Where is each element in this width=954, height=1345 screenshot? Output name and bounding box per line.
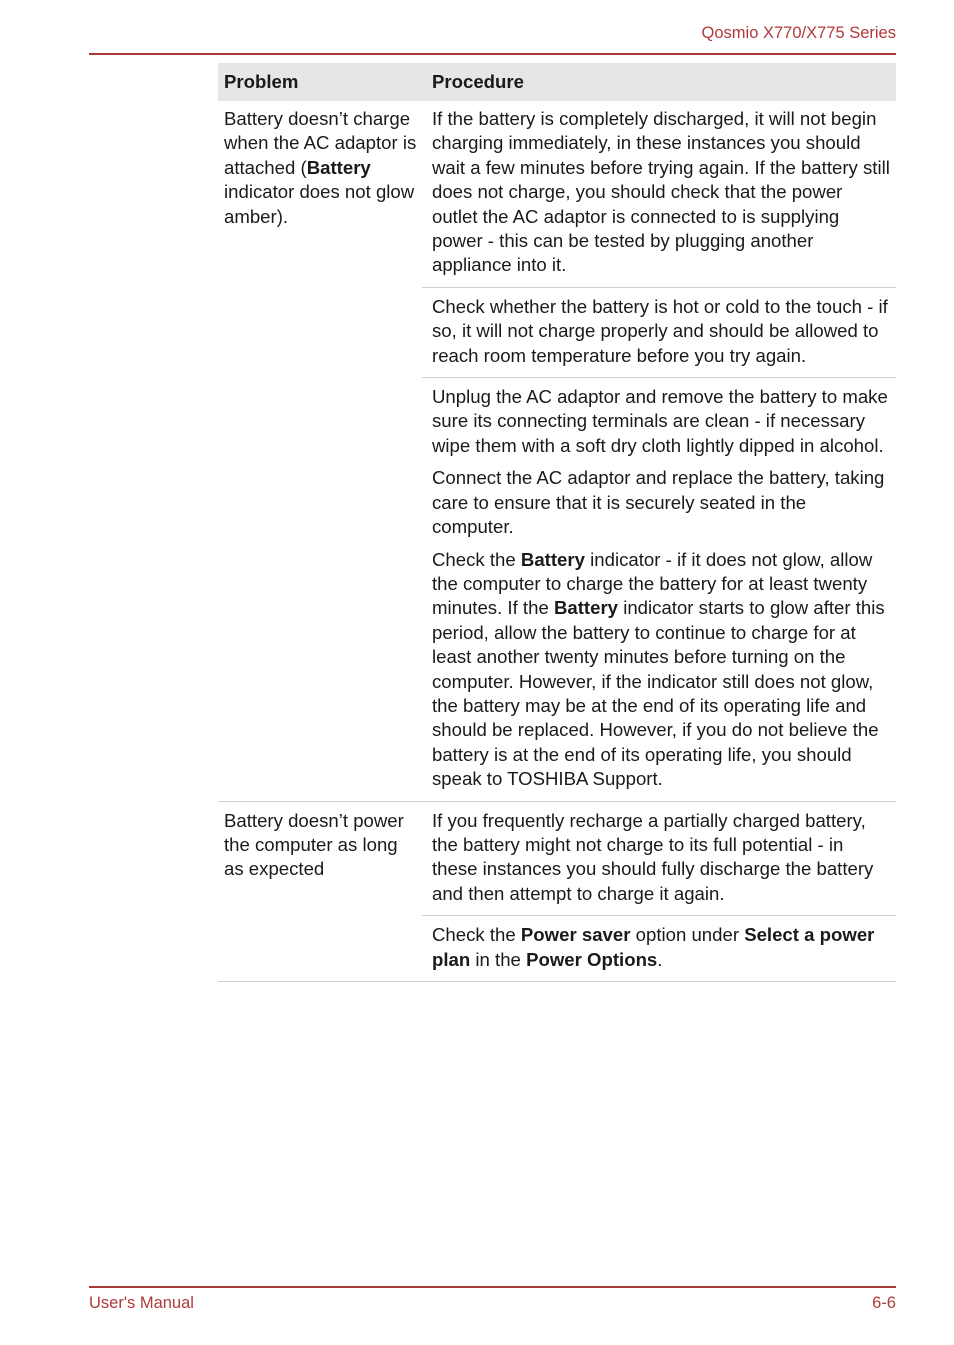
page-header-title: Qosmio X770/X775 Series: [701, 24, 896, 42]
footer-divider: [89, 1286, 896, 1288]
procedure-cell: [422, 101, 896, 801]
table-row: [218, 101, 896, 802]
procedure-item: If the battery is completely discharged, it will not begin charging immediately, in these instances you should wait a few minutes before trying again. If the battery still does not charge, you should check that the power outlet the AC adaptor is connected to is supplying power - this can be tested by plugging another appliance into it.: [422, 101, 896, 288]
column-header-procedure: Procedure: [432, 70, 524, 92]
procedure-item: Connect the AC adaptor and replace the battery, taking care to ensure that it is securely seated in the computer.: [432, 467, 885, 538]
procedure-item: Check whether the battery is hot or cold to the touch - if so, it will not charge properly and should be allowed to reach room temperature before you try again.: [422, 288, 896, 378]
problem-cell: Battery doesn’t charge when the AC adaptor is attached (Battery indicator does not glow amber).: [224, 108, 417, 227]
table-row: [218, 802, 896, 982]
procedure-item: If you frequently recharge a partially charged battery, the battery might not charge to its full potential - in these instances you should fully discharge the battery and then attempt to charge it again.: [422, 802, 896, 917]
column-header-problem: Problem: [224, 70, 299, 92]
procedure-item: Check the Battery indicator - if it does not glow, allow the computer to charge the battery for at least twenty minutes. If the Battery indicator starts to glow after this period, allow the battery to continue to charge for at least another twenty minutes before turning on the computer. However, if the indicator still does not glow, the battery may be at the end of its operating life and should be replaced. However, if you do not believe the battery is at the end of its operating life, you should speak to TOSHIBA Support.: [432, 548, 885, 790]
table-header-row: [218, 63, 896, 101]
troubleshooting-table: [218, 63, 896, 982]
procedure-item: Unplug the AC adaptor and remove the battery to make sure its connecting terminals are clean - if necessary wipe them with a soft dry cloth lightly dipped in alcohol.: [432, 386, 888, 456]
problem-cell: Battery doesn’t power the computer as long as expected: [224, 809, 404, 880]
header-divider: [89, 53, 896, 55]
procedure-cell: [422, 802, 896, 981]
procedure-item: Check the Power saver option under Select a power plan in the Power Options.: [432, 924, 875, 970]
page-number: 6-6: [872, 1294, 896, 1312]
footer-manual-title: User's Manual: [89, 1294, 194, 1312]
